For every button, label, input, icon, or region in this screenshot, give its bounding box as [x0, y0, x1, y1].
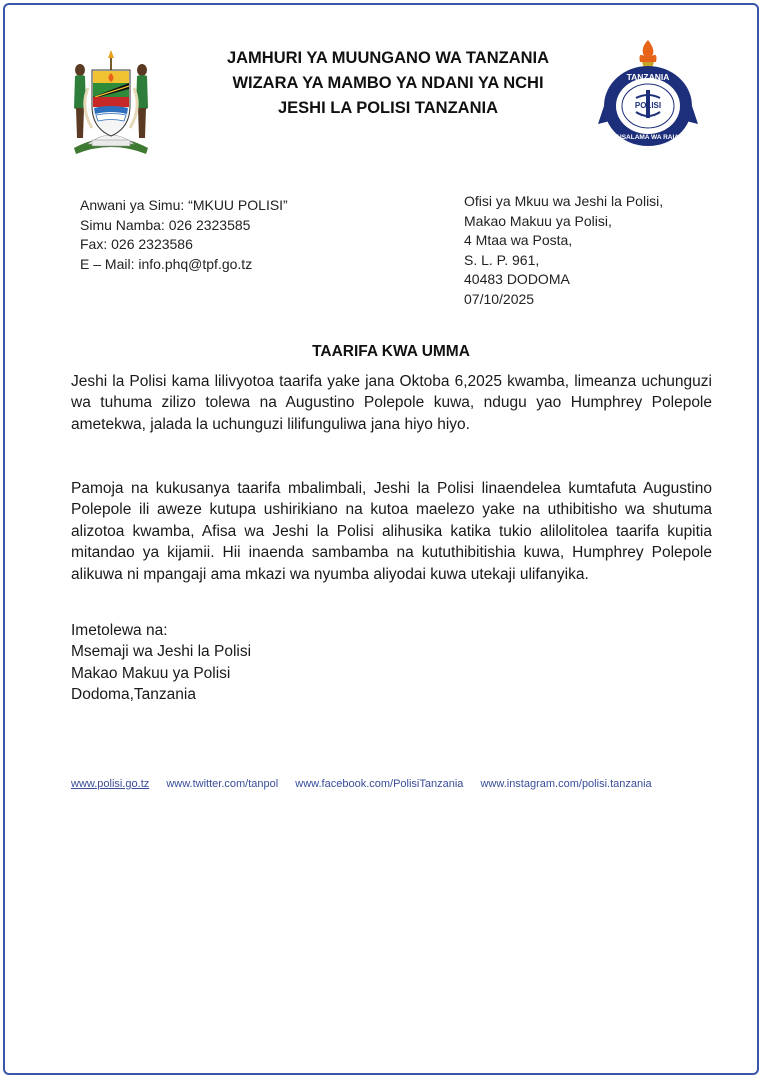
office-address-block	[464, 192, 663, 309]
instagram-link[interactable]: www.instagram.com/polisi.tanzania	[480, 778, 652, 790]
office-line: S. L. P. 961,	[464, 251, 540, 268]
issued-by-label: Imetolewa na:	[71, 622, 168, 639]
phone-number: Simu Namba: 026 2323585	[80, 216, 251, 233]
signature-line: Msemaji wa Jeshi la Polisi	[71, 643, 252, 661]
website-link[interactable]: www.polisi.go.tz	[71, 778, 150, 790]
twitter-link[interactable]: www.twitter.com/tanpol	[166, 778, 279, 790]
letterhead-title	[0, 46, 764, 121]
document-title: TAARIFA KWA UMMA	[312, 343, 470, 360]
office-line: Ofisi ya Mkuu wa Jeshi la Polisi,	[464, 193, 664, 209]
body-paragraph-2: Pamoja na kukusanya taarifa mbalimbali, Jeshi la Polisi linaendelea kumtafuta Augustino Polepole ili aweze kutupa ushirikiano na kutoa maelezo yake na uthibitisho wa shutuma alizotoa kwamba, Afisa wa Jeshi la Polisi alihusika katika tukio alilolitolea taarifa kupitia mitandao ya kijamii. Hii inaenda sambamba na kututhibitishia kuwa, Humphrey Polepole alikuwa ni mpangaji ama mkazi wa nyumba aliyodai kuwa utekaji ulifanyika.	[71, 480, 712, 583]
header-line-police: JESHI LA POLISI TANZANIA	[277, 99, 498, 117]
office-line: 4 Mtaa wa Posta,	[464, 232, 573, 248]
signature-line: Dodoma,Tanzania	[71, 686, 196, 704]
police-logo-top-text: TANZANIA	[626, 72, 670, 82]
police-logo-center-text: POLISI	[634, 101, 662, 110]
document-date: 07/10/2025	[464, 290, 535, 307]
signature-line: Makao Makuu ya Polisi	[71, 664, 231, 682]
body-paragraph-1: Jeshi la Polisi kama lilivyotoa taarifa yake jana Oktoba 6,2025 kwamba, limeanza uchunguzi wa tuhuma zilizo tolewa na Augustino Polepole kuwa, ndugu yao Humphrey Polepole ametekwa, jalada la uchunguzi lilifunguliwa jana hiyo hiyo.	[71, 373, 712, 433]
police-logo-bottom-text: USALAMA WA RAIA	[617, 134, 679, 141]
signature-block	[71, 620, 251, 706]
header-line-republic: JAMHURI YA MUUNGANO WA TANZANIA	[226, 49, 550, 67]
office-line: 40483 DODOMA	[464, 271, 570, 287]
facebook-link[interactable]: www.facebook.com/PolisiTanzania	[295, 778, 464, 790]
header-line-ministry: WIZARA YA MAMBO YA NDANI YA NCHI	[232, 74, 544, 92]
fax-number: Fax: 026 2323586	[80, 236, 193, 252]
contact-block	[80, 196, 288, 274]
office-line: Makao Makuu ya Polisi,	[464, 212, 612, 229]
email-address: E – Mail: info.phq@tpf.go.tz	[80, 255, 253, 272]
footer-links	[71, 778, 666, 790]
telegram-address: Anwani ya Simu: “MKUU POLISI”	[80, 197, 288, 213]
